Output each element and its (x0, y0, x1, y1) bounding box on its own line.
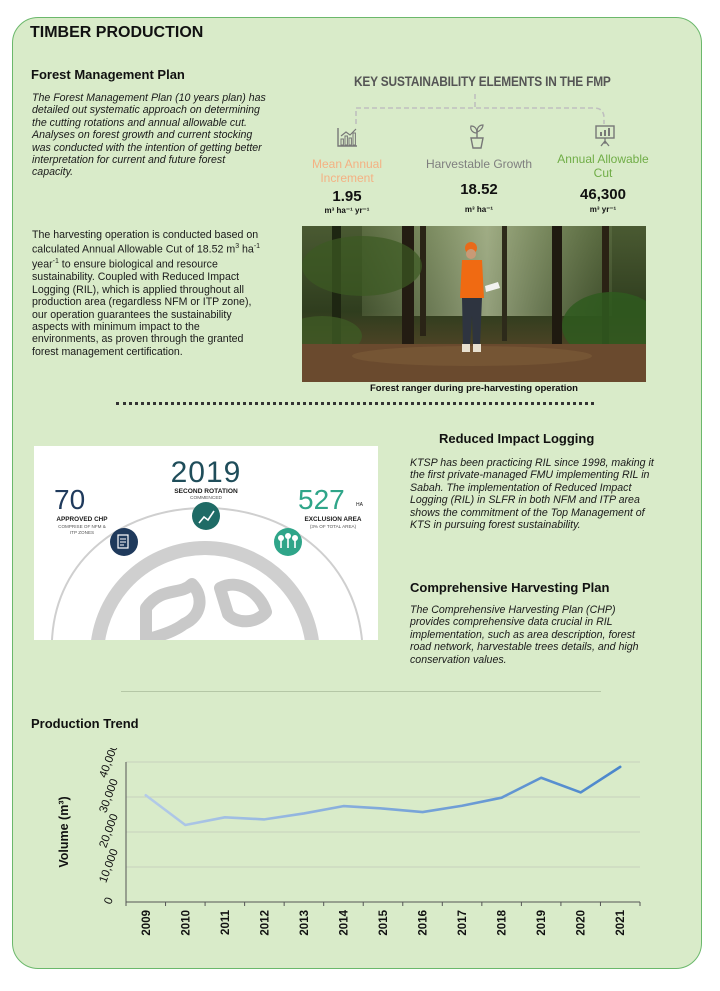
production-chart-svg (30, 748, 680, 954)
growth-chart-icon (192, 502, 220, 530)
kse-title: KEY SUSTAINABILITY ELEMENTS IN THE FMP (354, 74, 611, 89)
mai-unit: m³ ha⁻¹ yr⁻¹ (324, 206, 370, 215)
y-tick-label: 10,000 (97, 847, 121, 885)
presentation-board-icon (594, 124, 616, 146)
fmp-paragraph-2: The harvesting operation is conducted based on calculated Annual Allowable Cut of 18.52 $m^3$ $ha^{-1}$ year$^{-1}$ to ensure biological and resource sustainability. Coupled with Reduced Impact Logging (RIL), which is applied throughout all production area (regardless NFM or ITP zone), our operation guarantees the sustainability aspects with minimum impact to the environments, as proven through the granted forest management certification. (32, 229, 261, 358)
thin-divider (121, 691, 601, 692)
forest-ranger-photo (302, 226, 646, 382)
ril-heading: Reduced Impact Logging (439, 431, 595, 446)
y-tick-label: 30,000 (97, 777, 121, 815)
aac-unit: m³ yr⁻¹ (589, 205, 617, 214)
x-tick-label: 2015 (378, 910, 390, 936)
exclusion-area-sub: (3% OF TOTAL AREA) (309, 524, 357, 529)
chp-heading: Comprehensive Harvesting Plan (410, 580, 610, 595)
y-axis-label: Volume (m³) (57, 796, 71, 868)
x-tick-label: 2016 (417, 910, 430, 936)
aac-value: 46,300 (580, 186, 626, 203)
x-tick-label: 2011 (219, 910, 232, 935)
aac-label: Annual Allowable Cut (557, 152, 649, 180)
exclusion-area-unit: HA (356, 502, 363, 508)
x-tick-label: 2010 (180, 910, 193, 936)
y-tick-label: 0 (102, 895, 116, 907)
y-tick-label: 20,000 (97, 812, 121, 850)
x-tick-label: 2017 (457, 910, 470, 936)
x-tick-label: 2021 (615, 910, 628, 936)
production-trend-heading: Production Trend (31, 716, 139, 731)
approved-chp-sub1: COMPRISE OF NFM & (58, 524, 106, 529)
bar-chart-icon (336, 126, 358, 148)
y-tick-label: 40,000 (97, 748, 121, 780)
exclusion-area-label: EXCLUSION AREA (304, 516, 362, 523)
fmp-paragraph-1: The Forest Management Plan (10 years plan) has detailed out systematic approach on determining the cutting rotations and annual allowable cut. Analyses on forest growth and current stocking was conducted with the intention of getting better interpretation for current and future forest capacity. (32, 92, 266, 179)
harvestable-growth-unit: m³ ha⁻¹ (464, 205, 494, 214)
ril-year-sub2: COMMENCED (190, 496, 222, 501)
series-line (146, 767, 620, 825)
approved-chp-sub2: ITP ZONES (69, 530, 95, 535)
ril-year-sub1: SECOND ROTATION (174, 488, 238, 495)
ril-paragraph: KTSP has been practicing RIL since 1998, making it the first private-managed FMU implementing RIL in Sabah. The implementation of Reduced Impact Logging (RIL) in SLFR in both NFM and ITP area shows the commitment of the Top Management of KTS in pursuing forest sustainability. (410, 457, 654, 532)
mai-label: Mean Annual Increment (311, 157, 383, 185)
exclusion-area-icon (274, 528, 302, 556)
x-tick-label: 2012 (259, 910, 272, 936)
fmp-heading: Forest Management Plan (31, 67, 185, 82)
ril-infographic (34, 446, 378, 640)
harvestable-growth-value: 18.52 (460, 181, 498, 198)
x-tick-label: 2014 (338, 910, 351, 936)
mai-value: 1.95 (332, 188, 362, 205)
section-title: TIMBER PRODUCTION (30, 24, 204, 41)
x-tick-label: 2009 (140, 910, 153, 936)
approved-chp-label: APPROVED CHP (56, 516, 108, 523)
approved-chp-number: 70 (54, 484, 86, 515)
x-tick-label: 2018 (496, 910, 509, 936)
x-tick-label: 2013 (298, 910, 311, 936)
chp-paragraph: The Comprehensive Harvesting Plan (CHP) provides comprehensive data crucial in RIL implementation, such as area description, forest road network, harvestable trees details, and high conservation values. (410, 604, 639, 666)
ril-year: 2019 (170, 456, 242, 489)
dotted-divider (116, 402, 594, 405)
x-tick-label: 2020 (575, 910, 588, 936)
exclusion-area-number: 527 (298, 484, 345, 515)
x-tick-label: 2019 (536, 910, 549, 936)
harvestable-growth-label: Harvestable Growth (425, 157, 533, 171)
production-trend-chart (30, 748, 680, 954)
plant-pot-icon (466, 124, 488, 146)
photo-caption: Forest ranger during pre-harvesting operation (370, 383, 578, 394)
